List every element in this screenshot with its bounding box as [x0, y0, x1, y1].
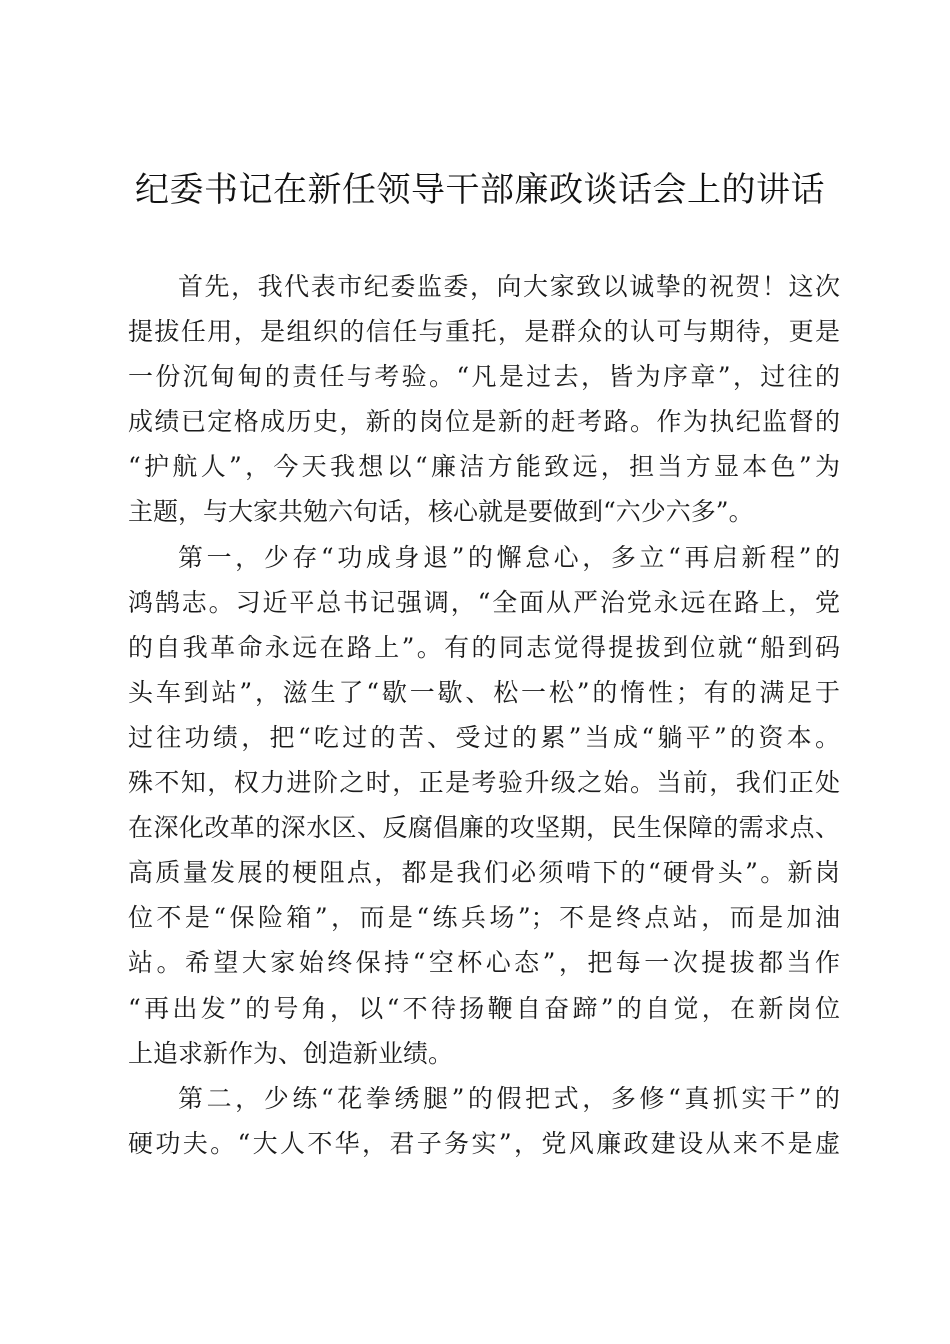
text-line: 一份沉甸甸的责任与考验。“凡是过去，皆为序章”，过往的 — [128, 362, 840, 392]
text-line: 的自我革命永远在路上”。有的同志觉得提拔到位就“船到码 — [128, 632, 840, 662]
text-line: 头车到站”，滋生了“歇一歇、松一松”的惰性；有的满足于 — [128, 677, 840, 707]
text-line: 殊不知，权力进阶之时，正是考验升级之始。当前，我们正处 — [128, 768, 840, 798]
text-line: 硬功夫。“大人不华，君子务实”，党风廉政建设从来不是虚 — [128, 1128, 840, 1158]
text-line: 在深化改革的深水区、反腐倡廉的攻坚期，民生保障的需求点、 — [128, 813, 840, 843]
text-line: 第二，少练“花拳绣腿”的假把式，多修“真抓实干”的 — [178, 1083, 840, 1113]
text-line: 过往功绩，把“吃过的苦、受过的累”当成“躺平”的资本。 — [128, 722, 840, 752]
document-title: 纪委书记在新任领导干部廉政谈话会上的讲话 — [135, 170, 825, 210]
text-line: “再出发”的号角，以“不待扬鞭自奋蹄”的自觉，在新岗位 — [128, 993, 840, 1023]
text-line: 主题，与大家共勉六句话，核心就是要做到“六少六多”。 — [128, 497, 754, 527]
document-body — [128, 264, 840, 1166]
paragraph-second-point — [128, 1076, 840, 1166]
text-line: 提拔任用，是组织的信任与重托，是群众的认可与期待，更是 — [128, 317, 840, 347]
text-line: 上追求新作为、创造新业绩。 — [128, 1038, 454, 1068]
paragraph-intro — [128, 264, 840, 535]
text-line: 成绩已定格成历史，新的岗位是新的赶考路。作为执纪监督的 — [128, 407, 840, 437]
text-line: 首先，我代表市纪委监委，向大家致以诚挚的祝贺！这次 — [178, 272, 840, 301]
text-line: 高质量发展的梗阻点，都是我们必须啃下的“硬骨头”。新岗 — [128, 858, 840, 888]
text-line: 鸿鹄志。习近平总书记强调，“全面从严治党永远在路上，党 — [128, 587, 840, 617]
text-line: 位不是“保险箱”，而是“练兵场”；不是终点站，而是加油 — [128, 903, 840, 933]
text-line: 第一，少存“功成身退”的懈怠心，多立“再启新程”的 — [178, 542, 840, 572]
text-line: “护航人”，今天我想以“廉洁方能致远，担当方显本色”为 — [128, 452, 840, 482]
text-line: 站。希望大家始终保持“空杯心态”，把每一次提拔都当作 — [128, 948, 840, 978]
paragraph-first-point — [128, 535, 840, 1076]
